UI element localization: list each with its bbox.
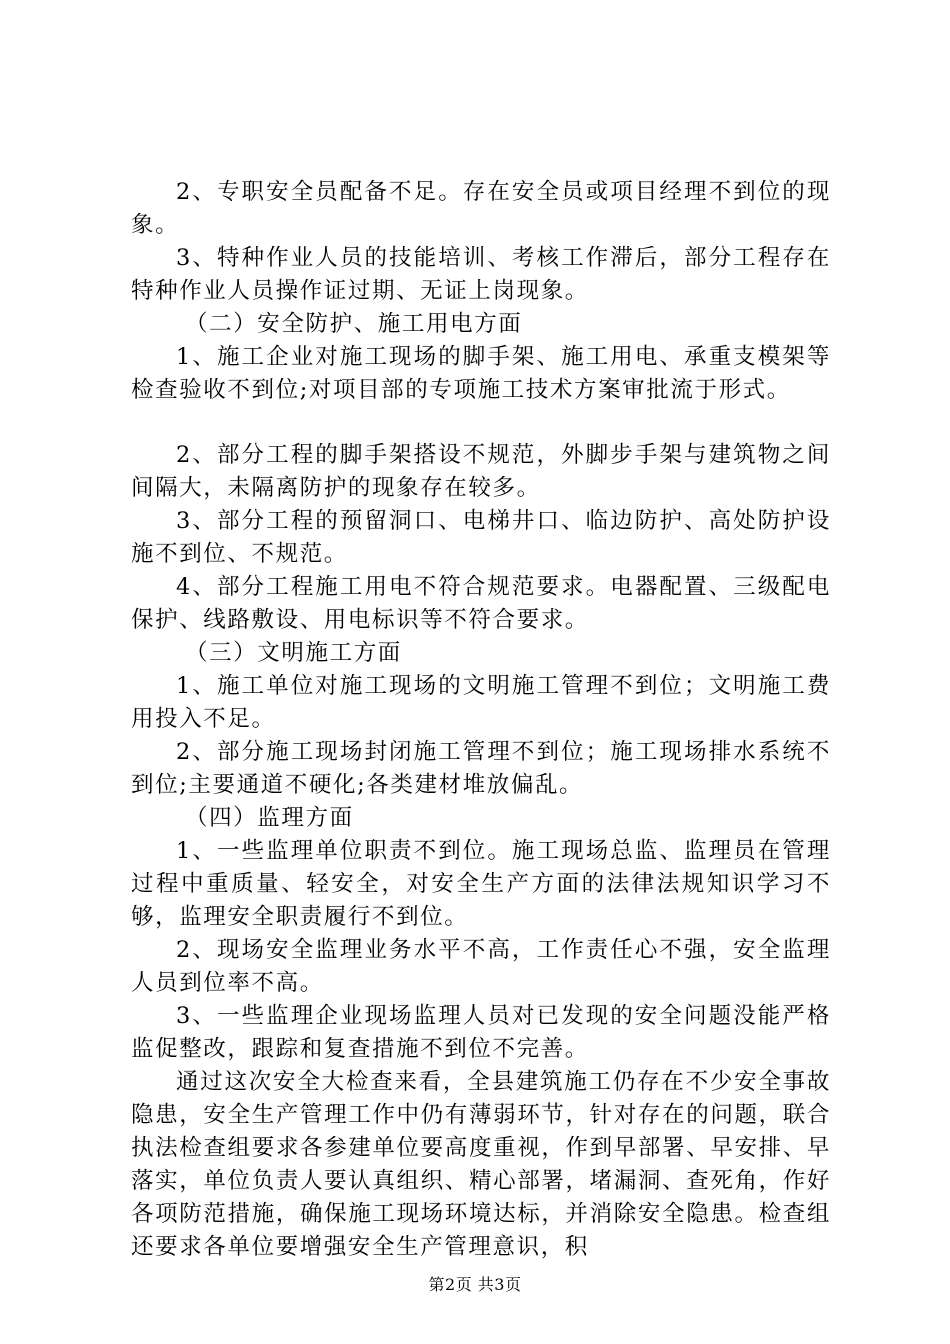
paragraph: 3、一些监理企业现场监理人员对已发现的安全问题没能严格监促整改，跟踪和复查措施不到位不完善。 — [131, 1003, 831, 1062]
paragraph: 2、部分施工现场封闭施工管理不到位；施工现场排水系统不到位;主要通道不硬化;各类建材堆放偏乱。 — [131, 739, 831, 798]
paragraph: 2、专职安全员配备不足。存在安全员或项目经理不到位的现象。 — [131, 179, 831, 238]
section-heading: （三）文明施工方面 — [185, 640, 402, 666]
paragraph: 2、部分工程的脚手架搭设不规范，外脚步手架与建筑物之间间隔大，未隔离防护的现象存在较多。 — [131, 442, 831, 501]
section-heading: （四）监理方面 — [185, 805, 354, 831]
paragraph: 3、部分工程的预留洞口、电梯井口、临边防护、高处防护设施不到位、不规范。 — [131, 508, 831, 567]
paragraph: 3、特种作业人员的技能培训、考核工作滞后，部分工程存在特种作业人员操作证过期、无证上岗现象。 — [131, 245, 831, 304]
paragraph: 1、施工企业对施工现场的脚手架、施工用电、承重支模架等检查验收不到位;对项目部的专项施工技术方案审批流于形式。 — [131, 344, 831, 403]
paragraph: 通过这次安全大检查来看，全县建筑施工仍存在不少安全事故隐患，安全生产管理工作中仍有薄弱环节，针对存在的问题，联合执法检查组要求各参建单位要高度重视，作到早部署、早安排、早落实，单位负责人要认真组织、精心部署，堵漏洞、查死角，作好各项防范措施，确保施工现场环境达标，并消除安全隐患。检查组还要求各单位要增强安全生产管理意识，积 — [131, 1069, 831, 1260]
section-heading: （二）安全防护、施工用电方面 — [185, 311, 523, 337]
document-body — [131, 176, 831, 1264]
paragraph: 1、施工单位对施工现场的文明施工管理不到位；文明施工费用投入不足。 — [131, 673, 831, 732]
paragraph: 1、一些监理单位职责不到位。施工现场总监、监理员在管理过程中重质量、轻安全，对安全生产方面的法律法规知识学习不够，监理安全职责履行不到位。 — [131, 838, 831, 930]
paragraph: 2、现场安全监理业务水平不高，工作责任心不强，安全监理人员到位率不高。 — [131, 937, 831, 996]
paragraph: 4、部分工程施工用电不符合规范要求。电器配置、三级配电保护、线路敷设、用电标识等不符合要求。 — [131, 574, 831, 633]
page-footer: 第2页 共3页 — [428, 1275, 522, 1294]
